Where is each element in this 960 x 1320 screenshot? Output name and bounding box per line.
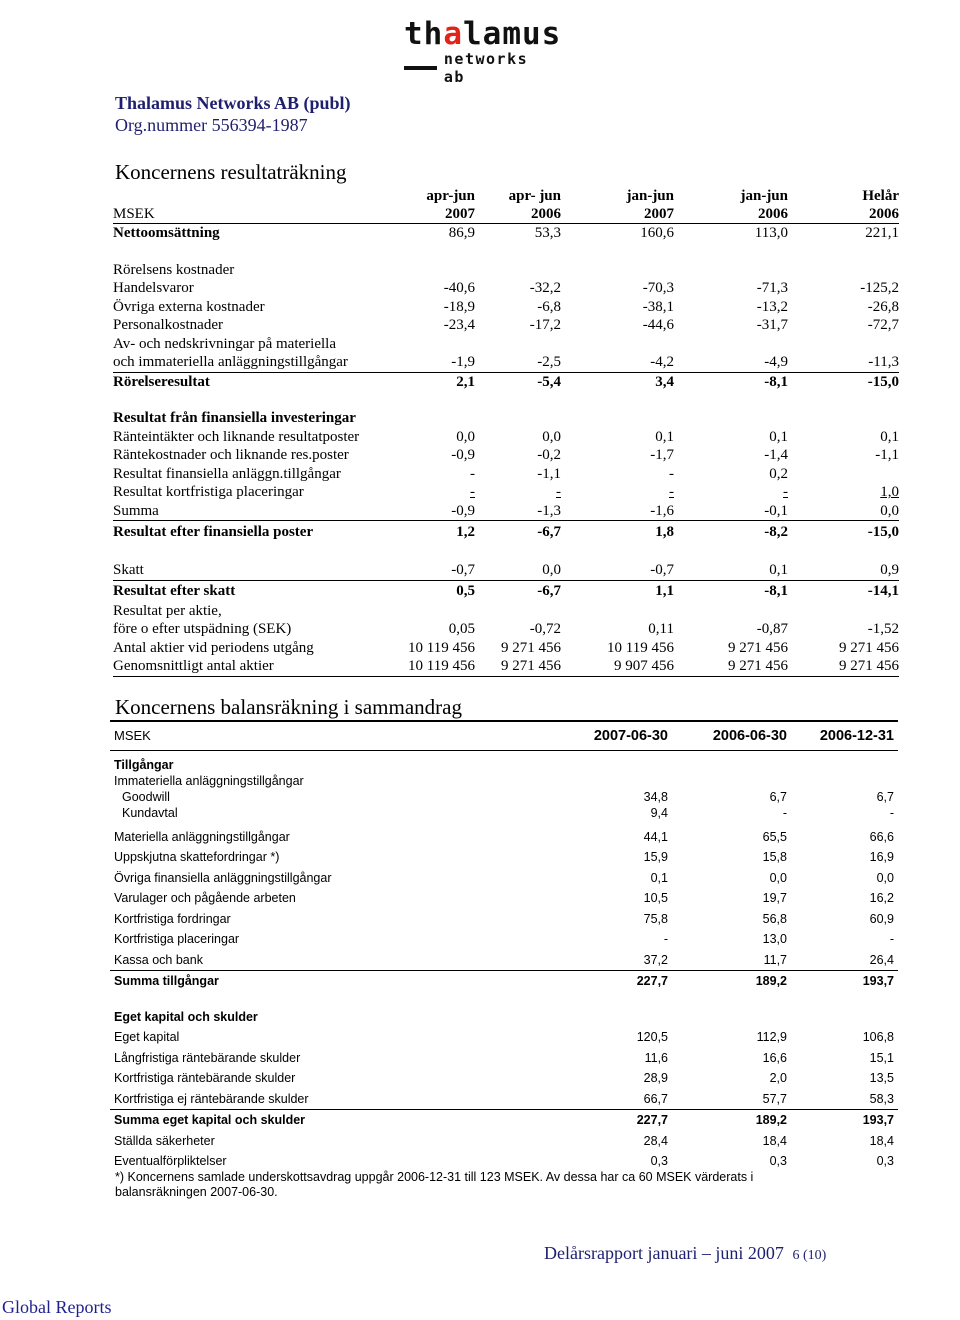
cell: 9 271 456 [674,657,788,676]
cell: -26,8 [867,298,899,315]
row-label: Varulager och pågående arbeten [114,891,296,906]
cell: -11,3 [868,354,899,371]
row-label: Kortfristiga placeringar [114,932,240,947]
cell: 193,7 [862,1113,894,1128]
row-tangible [110,827,898,848]
cell: 28,4 [643,1133,668,1148]
cell: 9 271 456 [839,639,899,656]
cell: -71,3 [756,280,788,297]
row-fin-header [113,409,899,428]
row-receivables [110,909,898,930]
row-intangible-header [110,773,898,789]
row-personnel [113,316,899,335]
cell: 75,8 [643,911,668,926]
cell: 0,1 [650,870,668,885]
cell: 60,9 [869,911,894,926]
cell: -14,1 [867,583,899,599]
cell: -4,9 [764,354,788,371]
row-label: Kortfristiga ej räntebärande skulder [110,1089,560,1110]
cell: 13,0 [762,932,787,947]
column-header: jan-jun 2006 [674,185,788,224]
row-result-after-financial [113,521,899,544]
cell: -0,72 [529,621,561,638]
cell: 56,8 [762,911,787,926]
cell [788,465,899,484]
row-label: Resultat finansiella anläggn.tillgångar [113,465,341,482]
cell: 11,6 [644,1050,668,1065]
row-opex-header [113,261,899,280]
cell: -70,3 [642,280,674,297]
cell: 18,4 [869,1133,894,1148]
cell: -1,1 [875,447,899,464]
row-label: Resultat efter finansiella poster [113,524,314,540]
cell: 10 119 456 [398,657,475,676]
cell: 3,4 [561,372,674,391]
section-header: Resultat från finansiella investeringar [113,410,356,427]
company-name: Thalamus Networks AB (publ) [115,93,351,113]
row-label: Övriga finansiella anläggningstillgångar [114,870,332,885]
cell: -6,8 [537,298,561,315]
column-header: 2007-06-30 [560,721,672,751]
row-total-assets [110,971,898,992]
row-label: Räntekostnader och liknande res.poster [113,447,349,464]
row-label: Kortfristiga fordringar [114,911,231,926]
cell: -6,7 [537,583,561,599]
row-label: Övriga externa kostnader [113,298,265,315]
cell: -1,6 [561,502,674,521]
cell: 193,7 [862,974,894,989]
row-interest-expense [113,446,899,465]
cell: -72,7 [867,317,899,334]
row-label: Ställda säkerheter [114,1133,215,1148]
cell: 19,7 [762,891,787,906]
cell: -0,7 [398,561,475,580]
cell: -5,4 [475,372,561,391]
cell: 227,7 [636,1113,668,1128]
row-depreciation-line1 [113,335,899,354]
cell: 0,3 [876,1154,894,1169]
row-sum [113,502,899,521]
cell: 9 271 456 [501,639,561,656]
income-statement-table [113,185,899,677]
row-label: Eget kapital [114,1030,180,1045]
cell: -6,7 [537,524,561,540]
cell: 2,0 [769,1071,787,1086]
cell: -0,9 [398,502,475,521]
row-label: Ränteintäkter och liknande resultatposter [113,428,360,445]
cell: -40,6 [443,280,475,297]
cell: 13,5 [869,1071,894,1086]
cell: - [889,805,894,820]
row-label: Rörelseresultat [113,372,398,391]
cell: -1,7 [650,447,674,464]
company-logo [404,16,562,86]
cell: 120,5 [636,1030,668,1045]
cell: 113,0 [754,225,788,242]
cell: 221,1 [865,225,899,242]
row-label: Handelsvaror [113,280,194,297]
column-header: apr- jun 2006 [475,185,561,224]
balance-header-row [110,721,898,751]
cell: 0,5 [456,583,475,599]
column-header: apr-jun 2007 [398,185,475,224]
cell: -8,1 [764,583,788,599]
cell: 189,2 [755,1113,787,1128]
cell: 9,4 [650,805,668,820]
row-label: Antal aktier vid periodens utgång [113,639,314,656]
cell: - [663,932,668,947]
cell: 0,0 [542,428,561,445]
row-label: Genomsnittligt antal aktier [113,657,398,676]
cell: 0,0 [876,870,894,885]
cell: -1,9 [451,354,475,371]
cell: 16,9 [869,850,894,865]
cell: 66,7 [560,1089,672,1110]
cell: 0,0 [769,870,787,885]
row-goodwill [110,789,898,805]
cell: 57,7 [672,1089,791,1110]
row-label: Långfristiga räntebärande skulder [114,1050,301,1065]
cell: 66,6 [869,829,894,844]
cell: -38,1 [642,298,674,315]
cell: - [556,484,561,501]
source-label: Global Reports [2,1297,112,1317]
cell: -0,1 [674,502,788,521]
logo-subtext: networks ab [443,50,529,86]
cell: 9 271 456 [788,657,899,676]
row-label: Kortfristiga räntebärande skulder [114,1071,296,1086]
row-shares-end [113,639,899,658]
cell: 160,6 [640,225,674,242]
cell: 0,0 [475,561,561,580]
balance-sheet-title: Koncernens balansräkning i sammandrag [115,695,462,719]
cell: 9 271 456 [728,639,788,656]
company-info [115,92,351,136]
row-net-sales [113,224,899,243]
row-other-financial [110,868,898,889]
cell: 6,7 [876,789,894,804]
logo-text-b: lamus [463,16,562,52]
cell: 0,0 [456,428,475,445]
cell: 0,1 [674,561,788,580]
cell: 0,05 [448,621,475,638]
row-label: Eventualförpliktelser [114,1154,227,1169]
row-st-noninterest [110,1089,898,1110]
row-label: Uppskjutna skattefordringar *) [114,850,280,865]
cell: -1,52 [867,621,899,638]
cell: -1,4 [764,447,788,464]
cell: 0,1 [769,428,788,445]
cell: - [669,465,674,482]
row-other-external [113,298,899,317]
row-label: Goodwill [122,789,170,804]
cell: -125,2 [860,280,899,297]
income-unit: MSEK [113,185,398,224]
row-eps [113,620,899,639]
cell: 1,0 [880,484,899,501]
cell: -17,2 [529,317,561,334]
cell: - [470,465,475,482]
row-assets-header [110,757,898,773]
row-contingent [110,1151,898,1172]
cell: - [783,484,788,501]
row-label: Resultat per aktie, [113,602,222,619]
cell: 18,4 [762,1133,787,1148]
cell: -1,3 [475,502,561,521]
column-header: jan-jun 2007 [561,185,674,224]
cell: 86,9 [448,225,475,242]
cell: 0,3 [650,1154,668,1169]
cell: -0,9 [451,447,475,464]
cell: 10 119 456 [607,639,674,656]
cell: 16,6 [762,1050,787,1065]
row-label: Skatt [113,561,398,580]
cell: 0,2 [769,465,788,482]
cell: -0,87 [756,621,788,638]
logo-text-a: th [404,16,444,52]
row-total-equity-liabilities [110,1110,898,1131]
cell: 1,2 [456,524,475,540]
row-label: före o efter utspädning (SEK) [113,621,292,638]
row-deferred-tax [110,847,898,868]
balance-sheet-table [110,720,898,1172]
logo-subline [404,50,556,86]
cell: -44,6 [642,317,674,334]
report-footer [544,1243,826,1264]
cell: 0,3 [769,1154,787,1169]
section-header: Tillgångar [114,757,174,772]
section-header: Eget kapital och skulder [114,1009,258,1024]
row-fin-assets [113,465,899,484]
row-st-interest [110,1068,898,1089]
row-label: Av- och nedskrivningar på materiella [113,335,336,352]
income-statement-title: Koncernens resultaträkning [115,160,347,184]
row-goods [113,279,899,298]
cell: 15,1 [869,1050,894,1065]
cell: -31,7 [756,317,788,334]
cell: 227,7 [636,974,668,989]
row-label: Summa [113,502,398,521]
row-equity-header [110,1007,898,1028]
cell: 2,1 [398,372,475,391]
row-short-investments [110,929,898,950]
cell: - [889,932,894,947]
cell: 10,5 [643,891,668,906]
column-header: 2006-06-30 [672,721,791,751]
cell: -8,1 [674,372,788,391]
cell: 37,2 [560,950,672,971]
column-header: Helår 2006 [788,185,899,224]
row-operating-result [113,372,899,391]
row-label: Summa eget kapital och skulder [114,1113,306,1128]
row-lt-interest [110,1048,898,1069]
cell: 16,2 [869,891,894,906]
row-shares-avg [113,657,899,676]
cell: 15,9 [643,850,668,865]
income-header-row [113,185,899,224]
cell: -18,9 [443,298,475,315]
cell: -0,7 [561,561,674,580]
balance-unit: MSEK [110,721,560,751]
cell: -4,2 [650,354,674,371]
column-header: 2006-12-31 [791,721,898,751]
footnote: *) Koncernens samlade underskottsavdrag uppgår 2006-12-31 till 123 MSEK. Av dessa har ca 60 MSEK värderats i balansräkningen 2007-06-30. [115,1170,754,1199]
row-equity [110,1027,898,1048]
logo-wordmark [404,16,562,52]
row-label: Kundavtal [122,805,178,820]
cell: 26,4 [791,950,898,971]
cell: 11,7 [672,950,791,971]
cell: 65,5 [762,829,787,844]
cell: -32,2 [529,280,561,297]
cell: 1,1 [655,583,674,599]
row-label: Kassa och bank [110,950,560,971]
row-label: Resultat efter skatt [113,583,236,599]
cell: 15,8 [762,850,787,865]
cell: 53,3 [534,225,561,242]
cell: 10 119 456 [408,639,475,656]
cell: 0,11 [648,621,674,638]
row-depreciation [113,353,899,372]
cell: 28,9 [643,1071,668,1086]
row-result-after-tax [113,580,899,602]
cell: 9 907 456 [561,657,674,676]
row-label: Personalkostnader [113,317,223,334]
cell: -23,4 [443,317,475,334]
row-short-investments [113,483,899,502]
logo-bar [404,66,437,70]
page-number: 6 (10) [792,1248,827,1263]
cell: 34,8 [643,789,668,804]
cell: 1,8 [655,524,674,540]
logo-text-accent: a [443,16,463,52]
row-pledged [110,1131,898,1152]
cell: 0,9 [788,561,899,580]
cell: 6,7 [769,789,787,804]
cell: 106,8 [862,1030,894,1045]
row-customer-contracts [110,805,898,821]
cell: 0,1 [655,428,674,445]
row-label: och immateriella anläggningstillgångar [113,354,348,371]
cell: -15,0 [788,372,899,391]
row-label: Immateriella anläggningstillgångar [114,773,304,788]
cell: - [669,484,674,501]
cell: 112,9 [756,1030,787,1045]
cell: 0,0 [788,502,899,521]
section-header: Rörelsens kostnader [113,261,235,278]
cell: -15,0 [867,524,899,540]
row-cash [110,950,898,971]
cell: - [470,484,475,501]
cell: - [782,805,787,820]
cell: 189,2 [755,974,787,989]
row-eps-line1 [113,602,899,621]
row-label: Materiella anläggningstillgångar [114,829,290,844]
row-label: Resultat kortfristiga placeringar [113,484,304,501]
cell: -1,1 [537,465,561,482]
cell: -8,2 [764,524,788,540]
row-tax [113,561,899,580]
row-inventory [110,888,898,909]
company-org-number: Org.nummer 556394-1987 [115,115,308,135]
cell: -2,5 [537,354,561,371]
cell: -0,2 [537,447,561,464]
report-title: Delårsrapport januari – juni 2007 [544,1243,784,1263]
cell: -13,2 [756,298,788,315]
row-label: Summa tillgångar [114,974,219,989]
row-label: Nettoomsättning [113,225,220,242]
row-interest-income [113,428,899,447]
cell: 58,3 [791,1089,898,1110]
cell: 44,1 [643,829,668,844]
cell: 9 271 456 [475,657,561,676]
cell: 0,1 [880,428,899,445]
